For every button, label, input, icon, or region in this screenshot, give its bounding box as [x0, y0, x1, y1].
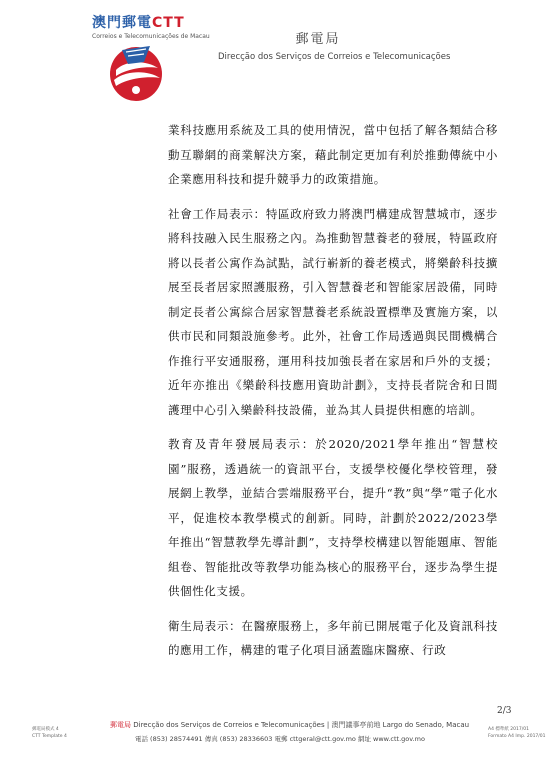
- department-name-pt: Direcção dos Serviços de Correios e Telecomunicações: [218, 52, 451, 62]
- paragraph: 業科技應用系統及工具的使用情況，當中包括了解各類結合移動互聯網的商業解決方案，藉此制定更加有利於推動傳統中小企業應用科技和提升競爭力的政策措施。: [168, 123, 498, 186]
- footer-template-code-pt: CTT Template 4: [32, 734, 67, 739]
- brand-subtitle: Correios e Telecomunicações de Macau: [92, 33, 210, 40]
- footer-paper-format-zh: A4 標準紙 2017/01: [488, 727, 529, 732]
- paragraph: 衛生局表示：在醫療服務上，多年前已開展電子化及資訊科技的應用工作，構建的電子化項目涵蓋臨床醫療、行政: [168, 618, 498, 657]
- footer-template-code-zh: 郵電局模式 4: [32, 727, 59, 732]
- footer-paper-format-pt: Formato A4 Imp. 2017/01: [488, 734, 546, 739]
- brand-name-zh: 澳門郵電: [92, 15, 152, 31]
- paragraph: 社會工作局表示：特區政府致力將澳門構建成智慧城市，逐步將科技融入民生服務之內。為推動智慧養老的發展，特區政府將以長者公寓作為試點，試行嶄新的養老模式，將樂齡科技擴展至長者居家照護服務，引入智慧養老和智能家居設備，同時制定長者公寓綜合居家智慧養老系統設置標準及實施方案，以供市民和同類設施參考。此外，社會工作局透過與民間機構合作推行平安通服務，運用科技加強長者在家居和戶外的支援；近年亦推出《樂齡科技應用資助計劃》，支持長者院舍和日間護理中心引入樂齡科技設備，並為其人員提供相應的培訓。: [168, 206, 498, 417]
- footer-contact-line: 電話 (853) 28574491 傳真 (853) 28336603 電郵 cttgeral@ctt.gov.mo 網址 www.ctt.gov.mo: [134, 735, 425, 743]
- footer-org-zh: 郵電局: [110, 721, 131, 729]
- document-body: [168, 118, 498, 673]
- brand-name: [92, 12, 210, 32]
- department-name-zh: 郵電局: [295, 32, 341, 47]
- footer-org-line: 郵電局 Direcção dos Serviços de Correios e Telecomunicações | 澳門議事亭前地 Largo do Senado, Macau: [110, 721, 470, 729]
- ctt-logo-icon: [108, 40, 164, 102]
- footer-org-pt: Direcção dos Serviços de Correios e Telecomunicações: [133, 721, 325, 729]
- footer-paper-format: [488, 726, 546, 740]
- brand-ctt: CTT: [152, 15, 185, 31]
- footer-template-code: [32, 726, 67, 740]
- footer-contact: [110, 720, 470, 743]
- page-number: 2/3: [497, 706, 512, 716]
- brand: [92, 12, 210, 40]
- footer-address: 澳門議事亭前地 Largo do Senado, Macau: [331, 721, 470, 729]
- department-header: [218, 28, 451, 62]
- paragraph: 教育及青年發展局表示：於2020/2021學年推出“智慧校園”服務，透過統一的資訊平台，支援學校優化學校管理，發展網上教學，並結合雲端服務平台，提升“教”與“學”電子化水平，促進校本教學模式的創新。同時，計劃於2022/2023學年推出“智慧教學先導計劃”，支持學校構建以智能題庫、智能組卷、智能批改等教學功能為核心的服務平台，逐步為學生提供個性化支援。: [168, 437, 498, 598]
